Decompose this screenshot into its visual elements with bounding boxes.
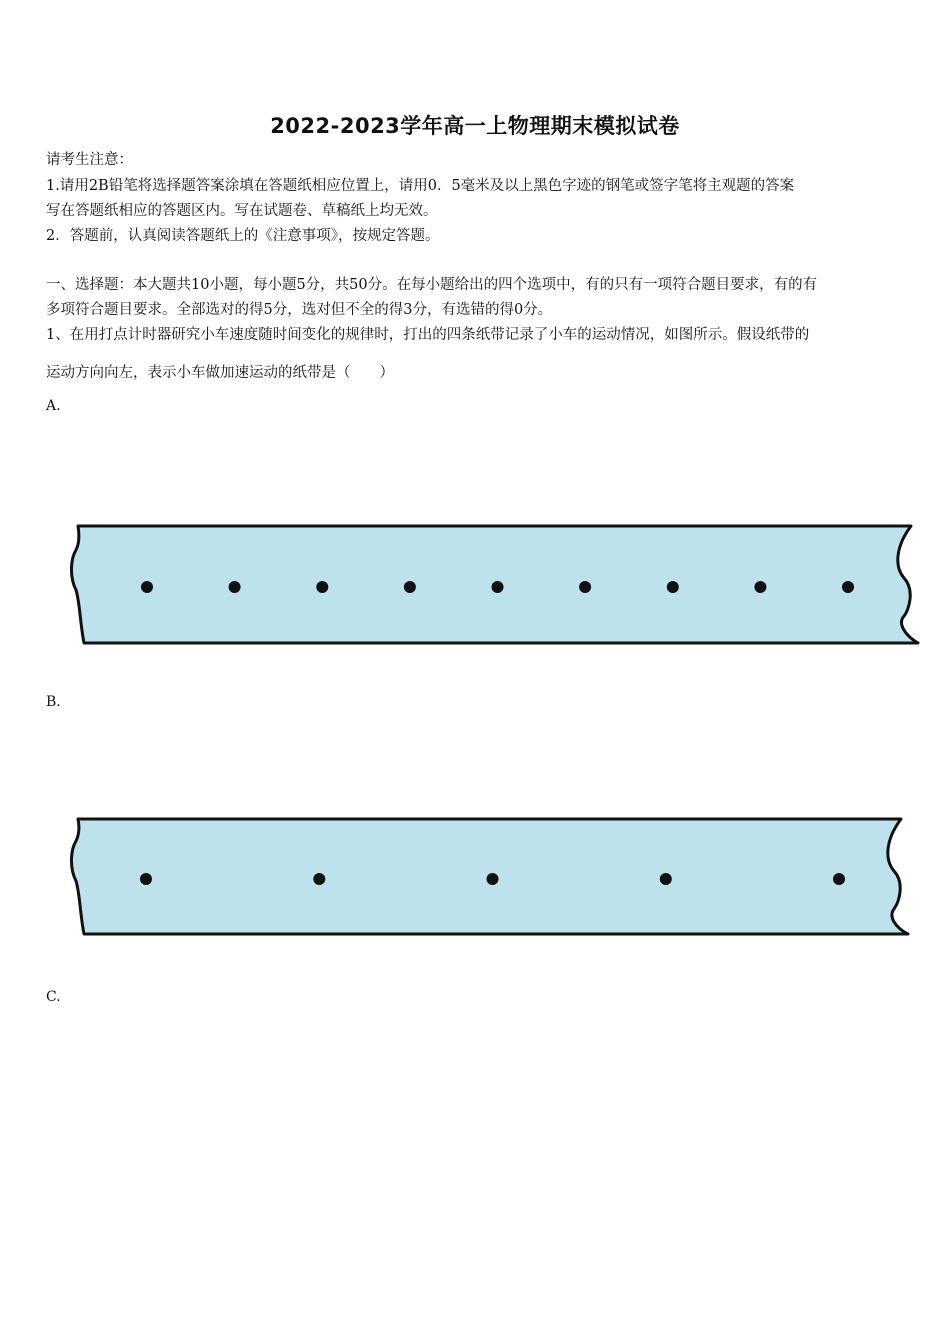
tape-b-dot-4 [660,873,672,885]
option-c-label: C. [46,989,61,1005]
tape-a-dot-6 [579,581,591,593]
notice-item-2: 2．答题前，认真阅读答题纸上的《注意事项》，按规定答题。 [46,228,440,244]
tape-a-dot-3 [316,581,328,593]
tape-a-dot-7 [667,581,679,593]
tape-b-dot-1 [140,873,152,885]
question-1-stem-cont: 运动方向向左，表示小车做加速运动的纸带是（ ） [46,365,394,381]
option-b-label: B. [46,694,61,710]
question-1-stem: 1、在用打点计时器研究小车速度随时间变化的规律时，打出的四条纸带记录了小车的运动情况，如图所示。假设纸带的 [46,327,810,343]
tape-b-dot-5 [833,873,845,885]
tape-a-dot-1 [141,581,153,593]
tape-a-dot-9 [842,581,854,593]
section-instructions-cont: 多项符合题目要求。全部选对的得5分，选对但不全的得3分，有选错的得0分。 [46,302,553,318]
section-instructions: 一、选择题：本大题共10小题，每小题5分，共50分。在每小题给出的四个选项中，有的只有一项符合题目要求，有的有 [46,277,818,293]
tape-a-dot-8 [754,581,766,593]
tape-a-dot-2 [229,581,241,593]
option-a-label: A. [46,398,61,414]
notice-item-1: 1.请用2B铅笔将选择题答案涂填在答题纸相应位置上，请用0．5毫米及以上黑色字迹的钢笔或签字笔将主观题的答案 [46,178,795,194]
tape-a-dot-4 [404,581,416,593]
page-title: 2022-2023学年高一上物理期末模拟试卷 [270,114,680,138]
tape-b-dot-3 [487,873,499,885]
notice-item-1-cont: 写在答题纸相应的答题区内。写在试题卷、草稿纸上均无效。 [46,203,438,219]
notice-heading: 请考生注意： [46,152,133,168]
paper-tape-b [0,812,950,942]
tape-a-dot-5 [492,581,504,593]
paper-tape-a [0,520,950,650]
tape-b-dot-2 [313,873,325,885]
